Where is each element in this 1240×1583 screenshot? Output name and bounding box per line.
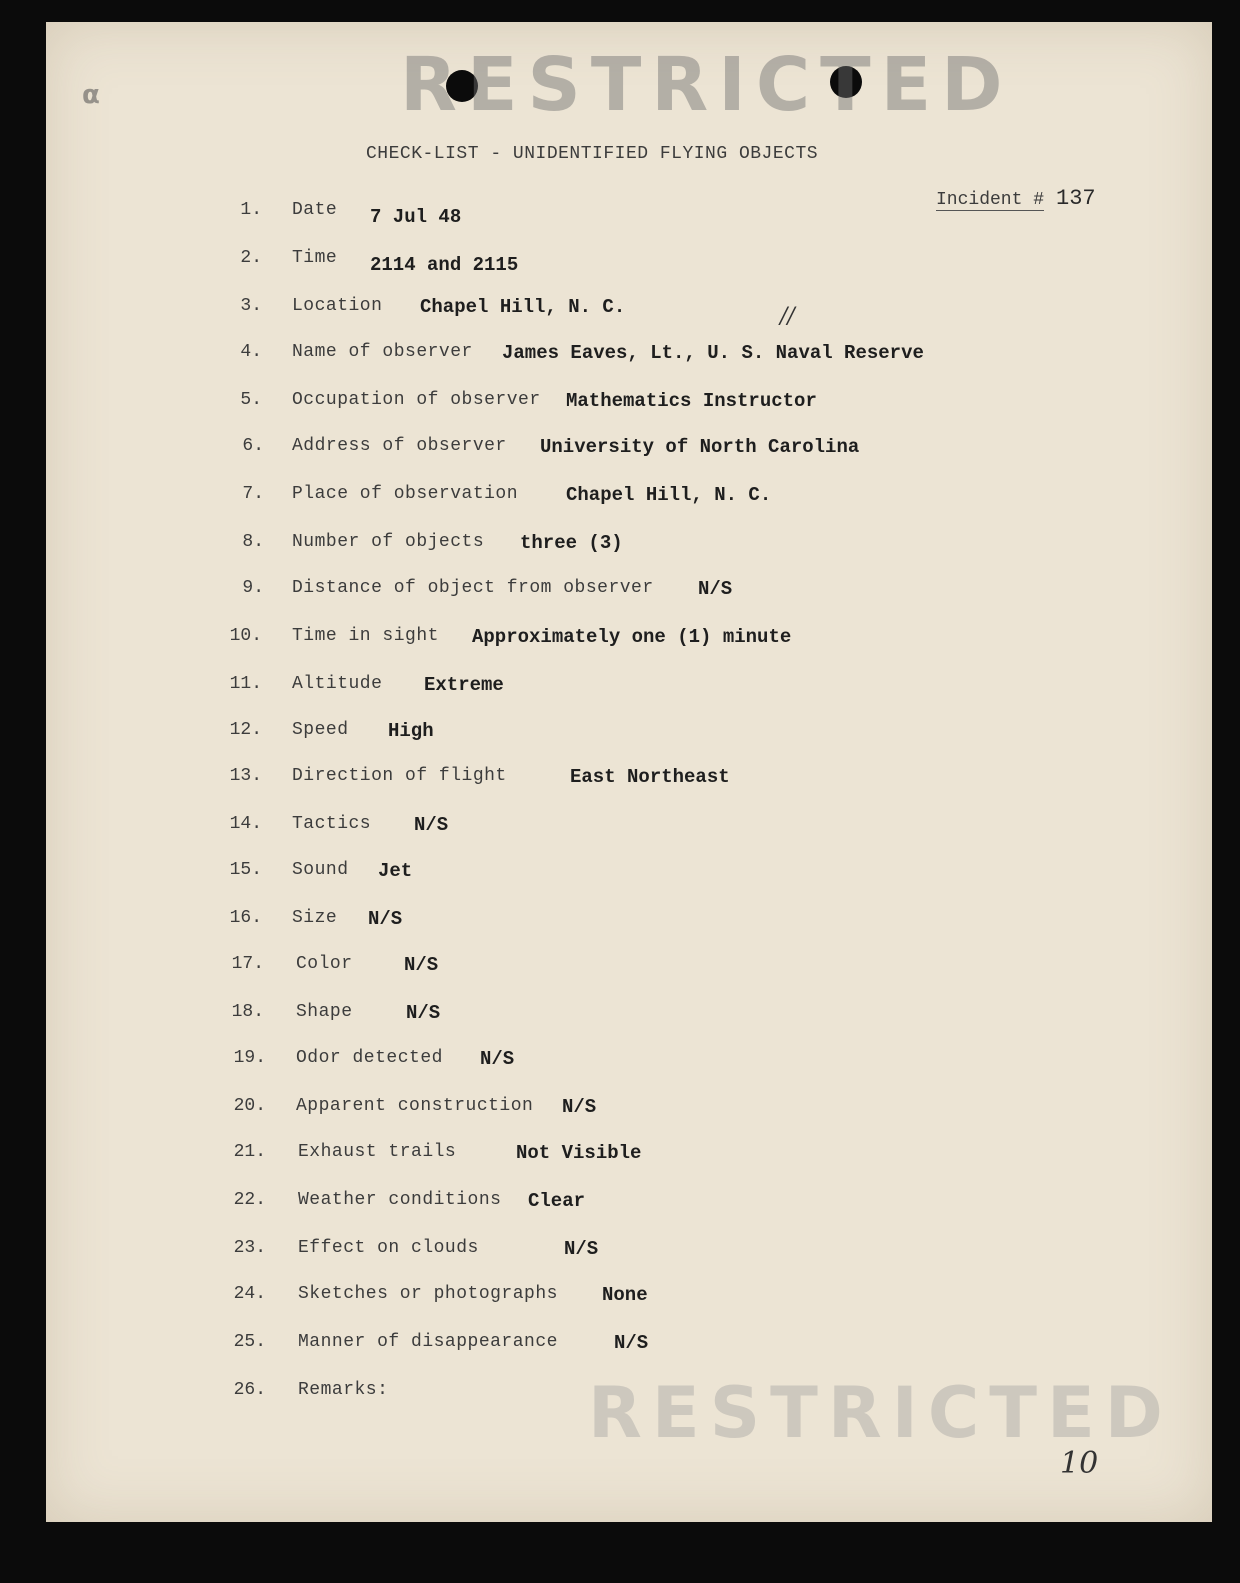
item-label: Manner of disappearance: [298, 1332, 558, 1352]
item-label: Name of observer: [292, 342, 473, 362]
item-number: 3.: [240, 296, 262, 316]
item-label: Direction of flight: [292, 766, 507, 786]
item-value: Approximately one (1) minute: [472, 626, 792, 648]
item-label: Altitude: [292, 674, 383, 694]
page-title: CHECK-LIST - UNIDENTIFIED FLYING OBJECTS: [366, 144, 819, 164]
item-number: 8.: [242, 532, 264, 552]
item-value: N/S: [562, 1096, 597, 1118]
item-number: 12.: [229, 720, 262, 740]
item-number: 1.: [240, 200, 262, 220]
item-label: Address of observer: [292, 436, 507, 456]
item-number: 18.: [231, 1002, 264, 1022]
item-value: None: [602, 1284, 648, 1306]
incident-label: Incident #: [936, 190, 1045, 210]
item-label: Effect on clouds: [298, 1238, 479, 1258]
item-value: Mathematics Instructor: [566, 390, 817, 412]
item-label: Time: [292, 248, 338, 268]
item-value: N/S: [480, 1048, 515, 1070]
item-number: 2.: [240, 248, 262, 268]
item-number: 16.: [229, 908, 262, 928]
item-value: N/S: [698, 578, 733, 600]
item-number: 15.: [229, 860, 262, 880]
incident-number: [936, 186, 1096, 211]
item-value: N/S: [368, 908, 403, 930]
item-value: Chapel Hill, N. C.: [420, 296, 626, 318]
item-value: High: [388, 720, 434, 742]
item-label: Occupation of observer: [292, 390, 541, 410]
item-label: Number of objects: [292, 532, 485, 552]
item-label: Sound: [292, 860, 349, 880]
item-number: 23.: [233, 1238, 266, 1258]
item-value: Jet: [378, 860, 413, 882]
item-number: 22.: [233, 1190, 266, 1210]
incident-value: 137: [1056, 186, 1096, 211]
item-value: N/S: [404, 954, 439, 976]
item-label: Location: [292, 296, 383, 316]
margin-mark: α: [82, 80, 100, 110]
item-number: 10.: [229, 626, 262, 646]
item-label: Weather conditions: [298, 1190, 502, 1210]
item-label: Place of observation: [292, 484, 519, 504]
item-value: East Northeast: [570, 766, 730, 788]
item-number: 14.: [229, 814, 262, 834]
item-value: 7 Jul 48: [370, 206, 462, 228]
ditto-mark: //: [780, 304, 795, 329]
item-value: N/S: [406, 1002, 441, 1024]
item-label: Size: [292, 908, 338, 928]
item-value: N/S: [614, 1332, 649, 1354]
item-value: three (3): [520, 532, 623, 554]
item-label: Shape: [296, 1002, 353, 1022]
item-value: Clear: [528, 1190, 586, 1212]
item-label: Distance of object from observer: [292, 578, 654, 598]
item-number: 17.: [231, 954, 264, 974]
item-value: Not Visible: [516, 1142, 642, 1164]
item-number: 9.: [242, 578, 264, 598]
item-number: 6.: [242, 436, 264, 456]
page-number: 10: [1060, 1446, 1099, 1481]
item-label: Sketches or photographs: [298, 1284, 558, 1304]
item-label: Speed: [292, 720, 349, 740]
item-number: 4.: [240, 342, 262, 362]
item-number: 19.: [233, 1048, 266, 1068]
item-label: Time in sight: [292, 626, 439, 646]
restricted-stamp-top: RESTRICTED: [400, 42, 1013, 128]
restricted-stamp-bottom: RESTRICTED: [588, 1372, 1173, 1454]
item-number: 25.: [233, 1332, 266, 1352]
item-label: Odor detected: [296, 1048, 443, 1068]
item-number: 7.: [242, 484, 264, 504]
item-label: Exhaust trails: [298, 1142, 457, 1162]
item-number: 11.: [229, 674, 262, 694]
item-value: Chapel Hill, N. C.: [566, 484, 772, 506]
item-number: 5.: [240, 390, 262, 410]
item-label: Remarks:: [298, 1380, 389, 1400]
item-value: N/S: [564, 1238, 599, 1260]
item-number: 26.: [233, 1380, 266, 1400]
item-value: James Eaves, Lt., U. S. Naval Reserve: [502, 342, 924, 364]
item-number: 20.: [233, 1096, 266, 1116]
item-value: N/S: [414, 814, 449, 836]
item-value: Extreme: [424, 674, 504, 696]
item-number: 21.: [233, 1142, 266, 1162]
item-value: University of North Carolina: [540, 436, 860, 458]
item-value: 2114 and 2115: [370, 254, 519, 276]
item-number: 13.: [229, 766, 262, 786]
item-label: Tactics: [292, 814, 372, 834]
item-number: 24.: [233, 1284, 266, 1304]
item-label: Date: [292, 200, 338, 220]
item-label: Color: [296, 954, 353, 974]
item-label: Apparent construction: [296, 1096, 534, 1116]
